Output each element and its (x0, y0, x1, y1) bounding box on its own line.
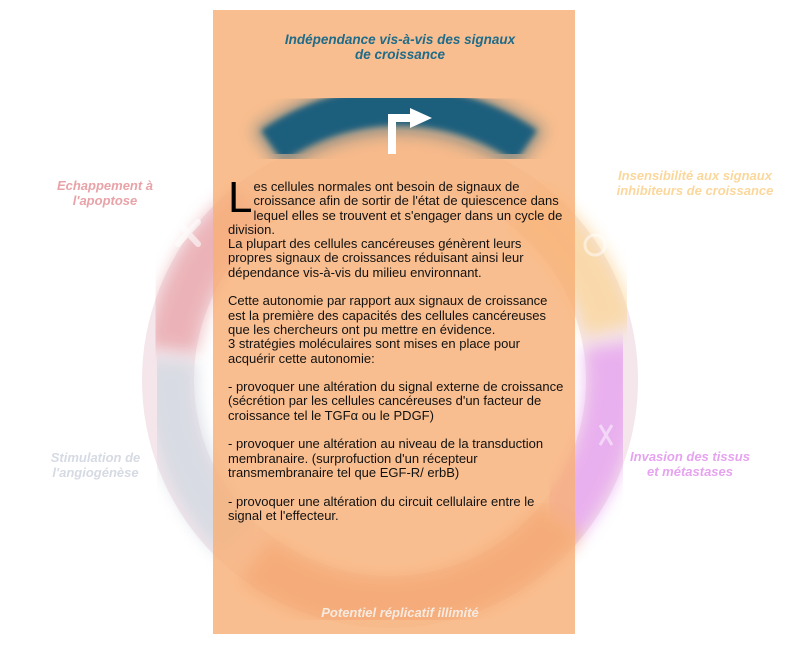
paragraph-6: - provoquer une altération au niveau de la transduction membranaire. (surprofuction d'un récepteur transmembranaire tel que EGF-R/ erbB) (228, 436, 544, 480)
body-text (228, 173, 568, 537)
segment-label-invasion: Invasion des tissus et métastases (630, 449, 750, 479)
paragraph-3: Cette autonomie par rapport aux signaux de croissance est la première des capacités des cellules cancéreuses que les chercheurs ont pu mettre en évidence. (228, 293, 548, 337)
paragraph-4: 3 stratégies moléculaires sont mises en place pour acquérir cette autonomie: (228, 336, 520, 366)
segment-label-angiogenese: Stimulation de l'angiogénèse (50, 450, 141, 480)
segment-label-insensibilite: Insensibilité aux signaux inhibiteurs de croissance (616, 168, 774, 198)
paragraph-5: - provoquer une altération du signal externe de croissance (sécrétion par les cellules cancéreuses d'un facteur de croissance tel le TGFα ou le PDGF) (228, 379, 564, 423)
drop-cap: L (228, 173, 253, 222)
segment-label-independance: Indépendance vis-à-vis des signaux de croissance (284, 32, 516, 62)
paragraph-2: La plupart des cellules cancéreuses génèrent leurs propres signaux de croissances réduisant ainsi leur dépendance vis-à-vis du milieu environnant. (228, 236, 524, 280)
paragraph-7: - provoquer une altération du circuit cellulaire entre le signal et l'effecteur. (228, 493, 535, 523)
paragraph-intro (228, 173, 568, 237)
segment-label-replicatif: Potentiel réplicatif illimité (321, 605, 479, 620)
segment-label-apoptose: Echappement à l'apoptose (56, 178, 154, 208)
paragraph-1: es cellules normales ont besoin de signaux de croissance afin de sortir de l'état de quiescence dans lequel elles se trouvent et s'engager dans un cycle de division. (228, 179, 563, 237)
